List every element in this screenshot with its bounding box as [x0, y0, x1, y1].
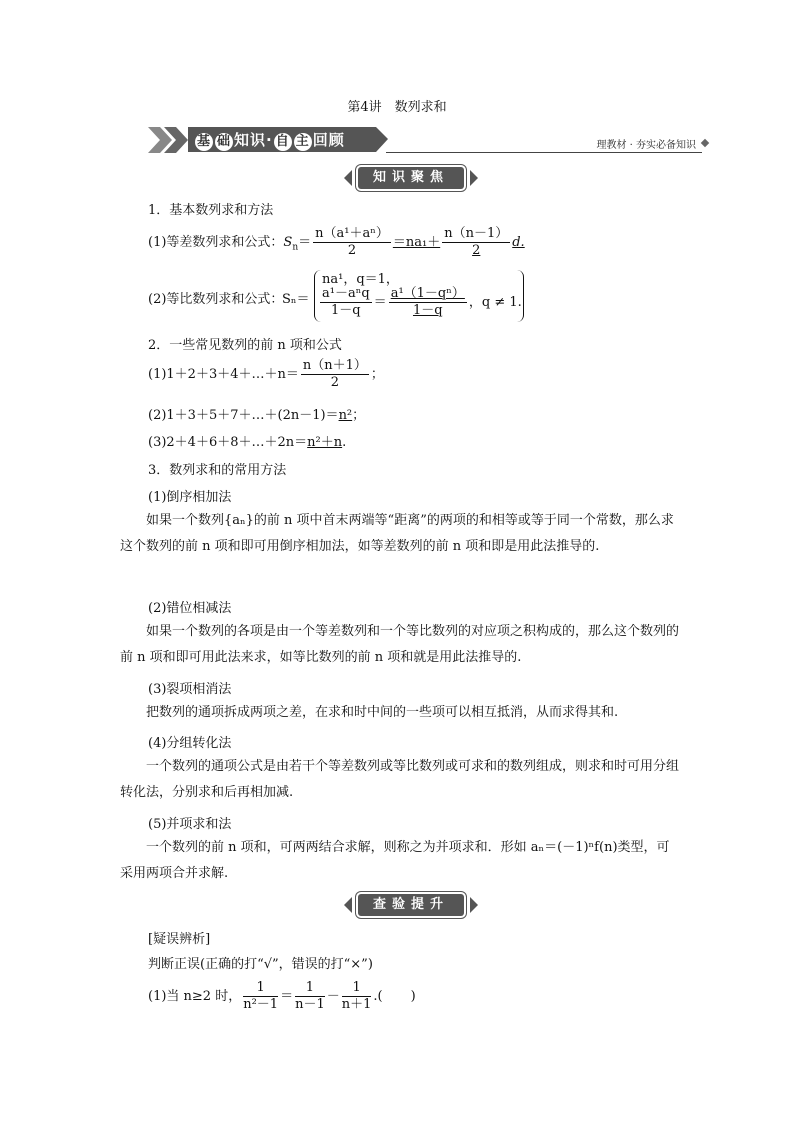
banner-char-2: 础: [216, 134, 231, 149]
method5-text: 一个数列的前 n 项和，可两两结合求解，则称之为并项求和．形如 aₙ＝(－1)ⁿf(n)类型，可采用两项合并求解.: [120, 840, 670, 881]
method1-title: (1)倒序相加法: [148, 490, 232, 505]
method1-text: 如果一个数列{aₙ}的前 n 项中首末两端等“距离”的两项的和相等或等于同一个常数，那么求这个数列的前 n 项和即可用倒序相加法，如等差数列的前 n 项和即是用此法推导的.: [120, 513, 674, 554]
sum-formula-3: [148, 431, 346, 450]
geo-frac1: [320, 286, 372, 319]
sum3-rhs: n²＋n: [307, 435, 343, 450]
q1-eq: ＝: [280, 989, 294, 1004]
arith-eq: ＝: [298, 235, 312, 250]
banner-subtitle: 理教材 · 夯实必备知识: [596, 140, 696, 151]
tag-check-improve: 查验提升: [358, 894, 464, 916]
sum1-lhs: (1)1＋2＋3＋4＋…＋n＝: [148, 367, 299, 382]
sum1-frac: [301, 358, 369, 391]
arith-frac-num: n（a¹＋aⁿ）: [315, 226, 389, 241]
method3-text: 把数列的通项拆成两项之差，在求和时中间的一些项可以相互抵消，从而求得其和.: [146, 705, 619, 720]
geo-frac1-num: a¹－aⁿq: [322, 286, 370, 301]
q1-frac2: [295, 980, 325, 1013]
sum3-end: .: [342, 435, 347, 450]
q1-minus: －: [326, 989, 340, 1004]
banner-char-5: 主: [295, 134, 310, 149]
arith-formula: [148, 226, 525, 259]
q1-frac3-num: 1: [342, 980, 372, 997]
method3-title: (3)裂项相消法: [148, 682, 232, 697]
banner-title: [194, 129, 345, 151]
arith-sub: n: [292, 242, 299, 253]
banner-text-end: 回顾: [312, 131, 345, 149]
geo-frac2-den: 1－q: [412, 303, 443, 318]
sum-formula-2: [148, 404, 365, 423]
sum1-frac-num: n（n＋1）: [302, 358, 367, 373]
arith-label: (1)等差数列求和公式：: [148, 235, 284, 250]
true-false-instruction: 判断正误(正确的打“√”，错误的打“×”): [148, 957, 373, 972]
arith-mid: ＝na₁＋: [392, 235, 441, 250]
q1-frac1: [243, 980, 278, 1013]
arith-frac2-num: n（n－1）: [444, 226, 509, 241]
arith-frac: [313, 226, 391, 259]
geo-label: (2)等比数列求和公式：: [148, 292, 284, 307]
geo-s: Sₙ＝: [282, 292, 310, 307]
method4-title: (4)分组转化法: [148, 736, 232, 751]
geo-case1: na¹，q＝1，: [322, 272, 399, 287]
banner-char-4: 自: [275, 134, 290, 149]
method2-title: (2)错位相减法: [148, 601, 232, 616]
method2-text: 如果一个数列的各项是由一个等差数列和一个等比数列的对应项之积构成的，那么这个数列的前 n 项和即可用此法来求，如等比数列的前 n 项和就是用此法推导的.: [120, 624, 680, 665]
section-banner: [148, 126, 710, 154]
geo-end: ，q ≠ 1.: [468, 295, 522, 310]
sum-formula-1: [148, 358, 384, 391]
banner-char-1: 基: [196, 134, 211, 149]
arith-frac2: [442, 226, 510, 259]
q1-frac1-den: n²－1: [243, 997, 279, 1012]
q1-frac1-num: 1: [243, 980, 278, 997]
q1-frac2-den: n－1: [295, 997, 325, 1012]
sum2-rhs: n²: [338, 408, 353, 423]
arith-frac2-den: 2: [472, 243, 481, 258]
arith-s: S: [283, 235, 293, 250]
geo-frac2-num: a¹（1－qⁿ）: [390, 286, 465, 301]
geo-frac1-den: 1－q: [331, 303, 361, 318]
method4-text: 一个数列的通项公式是由若干个等差数列或等比数列或可求和的数列组成，则求和时可用分组转化法，分别求和后再相加减.: [120, 759, 680, 800]
lesson-title: 第4讲 数列求和: [347, 100, 447, 115]
sum3-lhs: (3)2＋4＋6＋8＋…＋2n＝: [148, 435, 308, 450]
question-1: [148, 980, 416, 1013]
arith-end: d.: [512, 235, 525, 250]
sum1-end: ；: [370, 367, 384, 382]
geo-frac2: [389, 286, 467, 319]
q1-paren-open: .(: [373, 989, 383, 1004]
sum1-frac-den: 2: [330, 375, 340, 390]
section1-heading: 1．基本数列求和方法: [148, 203, 274, 218]
method5-title: (5)并项求和法: [148, 817, 232, 832]
geo-case2: [318, 286, 522, 319]
banner-rule: [386, 152, 702, 153]
q1-paren-close: ): [410, 989, 416, 1004]
misconception-label: [疑误辨析]: [148, 932, 211, 947]
geo-eq: ＝: [373, 295, 387, 310]
q1-frac2-num: 1: [295, 980, 325, 997]
sum2-end: ；: [352, 408, 366, 423]
section2-heading: 2．一些常见数列的前 n 项和公式: [148, 338, 342, 353]
arith-frac-den: 2: [347, 243, 357, 258]
diamond-icon: [701, 139, 709, 147]
q1-frac3-den: n＋1: [341, 997, 372, 1012]
q1-lhs: (1)当 n≥2 时，: [148, 989, 242, 1004]
sum2-lhs: (2)1＋3＋5＋7＋…＋(2n－1)＝: [148, 408, 339, 423]
tag-knowledge-focus: 知识聚焦: [358, 167, 464, 189]
banner-text-mid: 知识·: [234, 131, 273, 149]
section3-heading: 3．数列求和的常用方法: [148, 463, 287, 478]
q1-frac3: [342, 980, 372, 1013]
